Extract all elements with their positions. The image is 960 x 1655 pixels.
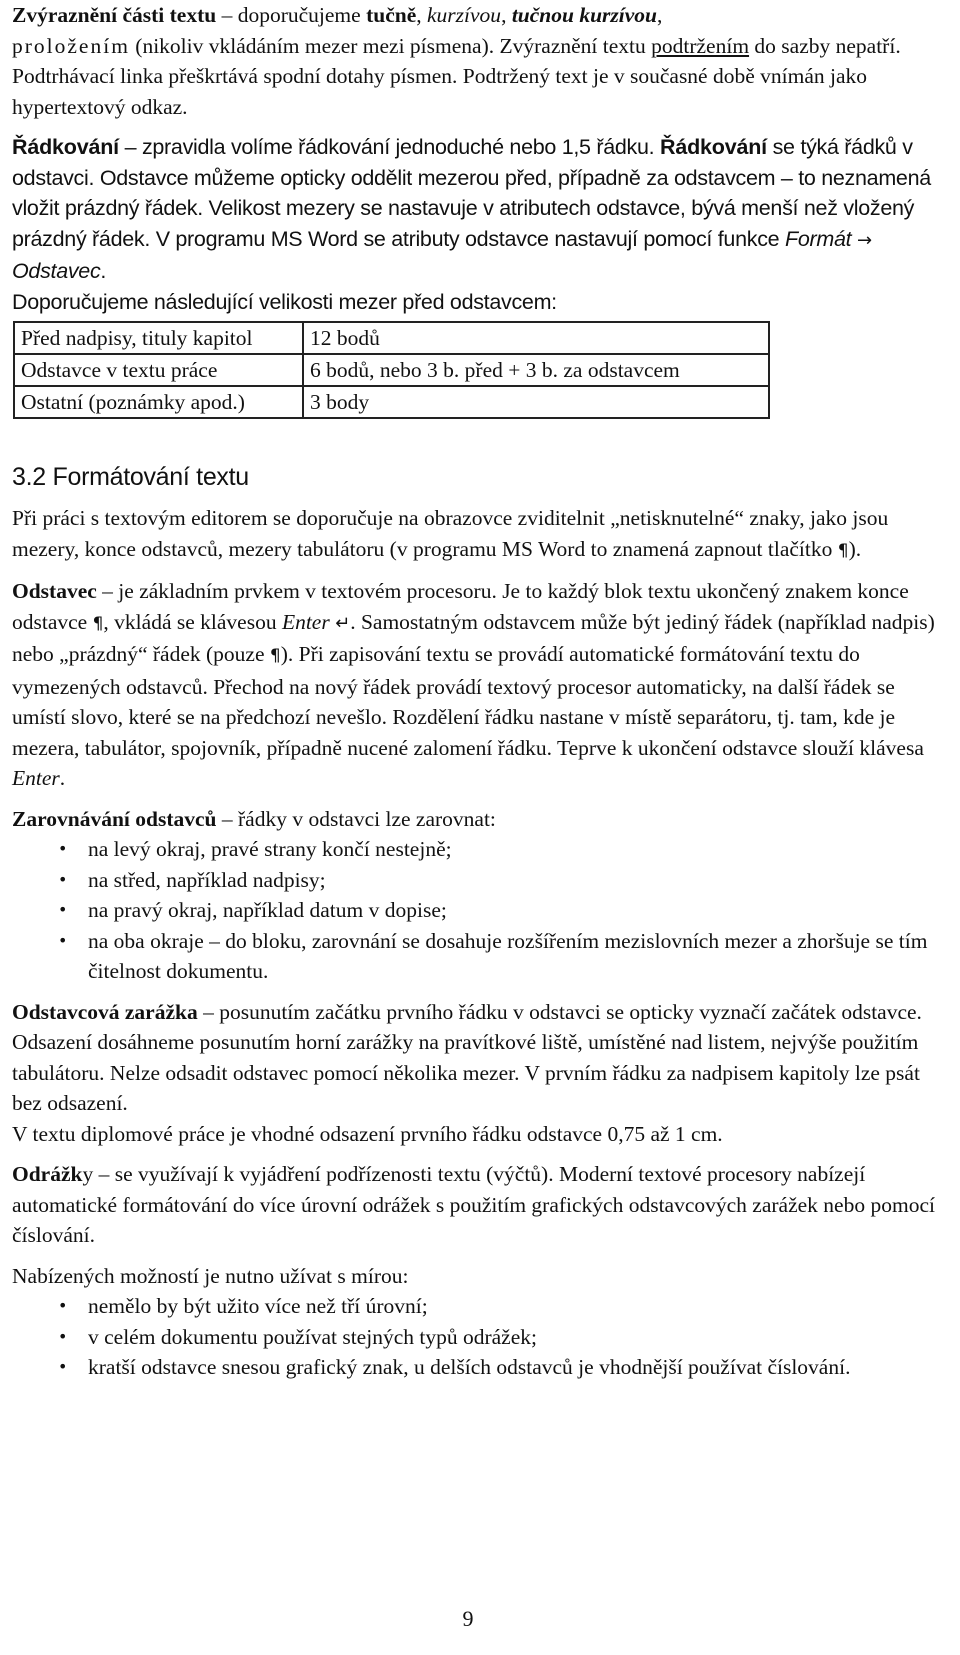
table-row bbox=[14, 354, 769, 386]
list-item: • na střed, například nadpisy; bbox=[12, 865, 942, 896]
text: – doporučujeme bbox=[216, 3, 367, 27]
term-line-spacing: Řádkování bbox=[12, 135, 119, 159]
text: ). Při zapisování textu se provádí automatické formátování textu do vymezených odstavců. Přechod na nový řádek provádí textový procesor automaticky, na další řádek se umístí slovo, které se na předchozí nevešlo. Rozdělení řádku nastane v místě separátoru, tj. tam, kde je mezera, tabulátor, spojovník, případně nucené zalomení řádku. Teprve k ukončení odstavce slouží klávesa bbox=[12, 642, 924, 760]
table-intro: Doporučujeme následující velikosti mezer před odstavcem: bbox=[12, 289, 557, 314]
text: , bbox=[501, 3, 512, 27]
text: , bbox=[657, 3, 663, 27]
text: , bbox=[416, 3, 428, 27]
pilcrow-icon: ¶ bbox=[269, 646, 281, 666]
paragraph-usage: Nabízených možností je nutno užívat s mírou: bbox=[12, 1263, 409, 1288]
list-item: • na levý okraj, pravé strany končí nestejně; bbox=[12, 834, 942, 865]
text: . Samostatným odstavcem může být jediný řádek (například nadpis) nebo „prázdný“ řádek (pouze bbox=[12, 609, 935, 666]
list-item: • v celém dokumentu používat stejných typů odrážek; bbox=[12, 1322, 942, 1353]
enter-key-label: Enter bbox=[281, 609, 330, 634]
term-alignment: Zarovnávání odstavců bbox=[12, 806, 217, 831]
text: – se využívají k vyjádření podřízenosti textu (výčtů). Moderní textové procesory nabízejí automatické formátování do více úrovní odrážek s použitím grafických odstavcových zarážek nebo pomocí číslování. bbox=[12, 1162, 935, 1247]
paragraph-indent bbox=[12, 997, 942, 1150]
list-item: • kratší odstavce snesou grafický znak, u delších odstavců je vhodnější používat číslování. bbox=[12, 1352, 942, 1383]
table-cell: 3 body bbox=[303, 386, 769, 418]
section-heading: 3.2 Formátování textu bbox=[12, 463, 249, 491]
text: . bbox=[59, 766, 66, 790]
table-cell: 6 bodů, nebo 3 b. před + 3 b. za odstavcem bbox=[303, 354, 769, 386]
menu-format: Formát bbox=[784, 226, 852, 251]
table-cell: Odstavce v textu práce bbox=[14, 354, 303, 386]
text: do sazby nepatří. Podtrhávací linka přeškrtává spodní dotahy písmen. Podtržený text je v současné době vnímán jako hypertextový odkaz. bbox=[12, 33, 901, 119]
text: Při práci s textovým editorem se doporučuje na obrazovce zviditelnit „netisknutelné“ znaky, jako jsou mezery, konce odstavců, mezery tabulátoru (v programu MS Word to znamená zapnout tlačítko bbox=[12, 506, 889, 561]
bullet-icon: • bbox=[58, 930, 68, 950]
paragraph-highlighting bbox=[12, 0, 942, 122]
text: V textu diplomové práce je vhodné odsazení prvního řádku odstavce 0,75 až 1 cm. bbox=[12, 1121, 723, 1146]
text: . bbox=[100, 259, 107, 283]
bullet-icon: • bbox=[58, 869, 68, 889]
bullet-icon: • bbox=[58, 900, 68, 919]
term-indent: Odstavcová zarážka bbox=[12, 999, 198, 1024]
table-cell: Před nadpisy, tituly kapitol bbox=[14, 322, 303, 354]
enter-icon: ↵ bbox=[335, 612, 351, 634]
paragraph-bullets bbox=[12, 1159, 942, 1251]
text: ). bbox=[848, 536, 862, 561]
alignment-list bbox=[12, 834, 942, 987]
menu-paragraph: Odstavec bbox=[12, 259, 101, 283]
table-row bbox=[14, 322, 769, 354]
paragraph-odstavec bbox=[12, 576, 942, 794]
term-highlighting: Zvýraznění části textu bbox=[12, 3, 217, 27]
document-page bbox=[12, 0, 942, 1383]
example-underlined: podtržením bbox=[651, 33, 750, 58]
pilcrow-icon: ¶ bbox=[92, 613, 104, 634]
arrow-icon: → bbox=[856, 229, 872, 251]
enter-key-label: Enter bbox=[12, 766, 60, 790]
list-item: • na pravý okraj, například datum v dopise; bbox=[12, 895, 942, 926]
spacing-table bbox=[13, 321, 770, 419]
bullet-icon: • bbox=[58, 1296, 68, 1315]
usage-list bbox=[12, 1291, 942, 1383]
term-paragraph: Odstavec bbox=[12, 579, 97, 603]
table-cell: 12 bodů bbox=[303, 322, 769, 354]
table-row bbox=[14, 386, 769, 418]
paragraph-alignment bbox=[12, 804, 942, 835]
text: (nikoliv vkládáním mezer mezi písmena). Zvýraznění textu bbox=[129, 33, 652, 58]
pilcrow-icon: ¶ bbox=[837, 540, 849, 561]
text: se týká řádků v odstavci. Odstavce můžeme opticky oddělit mezerou před, případně za odstavcem – to neznamená vložit prázdný řádek. Velikost mezery se nastavuje v atributech odstavce, bývá menší než vložený prázdný řádek. V programu MS Word se atributy odstavce nastavují pomocí funkce bbox=[12, 135, 931, 251]
bullet-icon: • bbox=[58, 839, 68, 858]
example-italic: kurzívou bbox=[427, 3, 502, 27]
text: – řádky v odstavci lze zarovnat: bbox=[216, 806, 496, 831]
list-item: • na oba okraje – do bloku, zarovnání se dosahuje rozšířením mezislovních mezer a zhoršuje se tím čitelnost dokumentu. bbox=[12, 926, 942, 987]
example-bold-italic: tučnou kurzívou bbox=[511, 3, 657, 27]
list-item: • nemělo by být užito více než tří úrovní; bbox=[12, 1291, 942, 1322]
paragraph-line-spacing bbox=[12, 132, 942, 287]
text: y bbox=[82, 1162, 94, 1186]
table-cell: Ostatní (poznámky apod.) bbox=[14, 386, 303, 418]
text: – zpravidla volíme řádkování jednoduché nebo 1,5 řádku. bbox=[118, 135, 660, 159]
text: – posunutím začátku prvního řádku v odstavci se opticky vyznačí začátek odstavce. Odsazení dosáhneme posunutím horní zarážky na pravítkové liště, umístěné nad listem, nejvýše použitím tabulátoru. Nelze odsadit odstavec pomocí několika mezer. V prvním řádku za nadpisem kapitoly lze psát bez odsazení. bbox=[12, 999, 922, 1115]
paragraph-hidden-characters bbox=[12, 503, 942, 566]
example-letter-spaced: proložením bbox=[12, 33, 130, 58]
bullet-icon: • bbox=[58, 1326, 68, 1346]
text: – je základním prvkem v textovém procesoru. Je to každý blok textu ukončený znakem konce odstavce bbox=[12, 579, 909, 634]
text: , vkládá se klávesou bbox=[103, 609, 282, 634]
term-line-spacing-2: Řádkování bbox=[660, 135, 767, 159]
term-bullets: Odrážk bbox=[12, 1162, 83, 1186]
bullet-icon: • bbox=[58, 1357, 68, 1376]
page-number: 9 bbox=[462, 1606, 474, 1631]
example-bold: tučně bbox=[366, 3, 417, 27]
